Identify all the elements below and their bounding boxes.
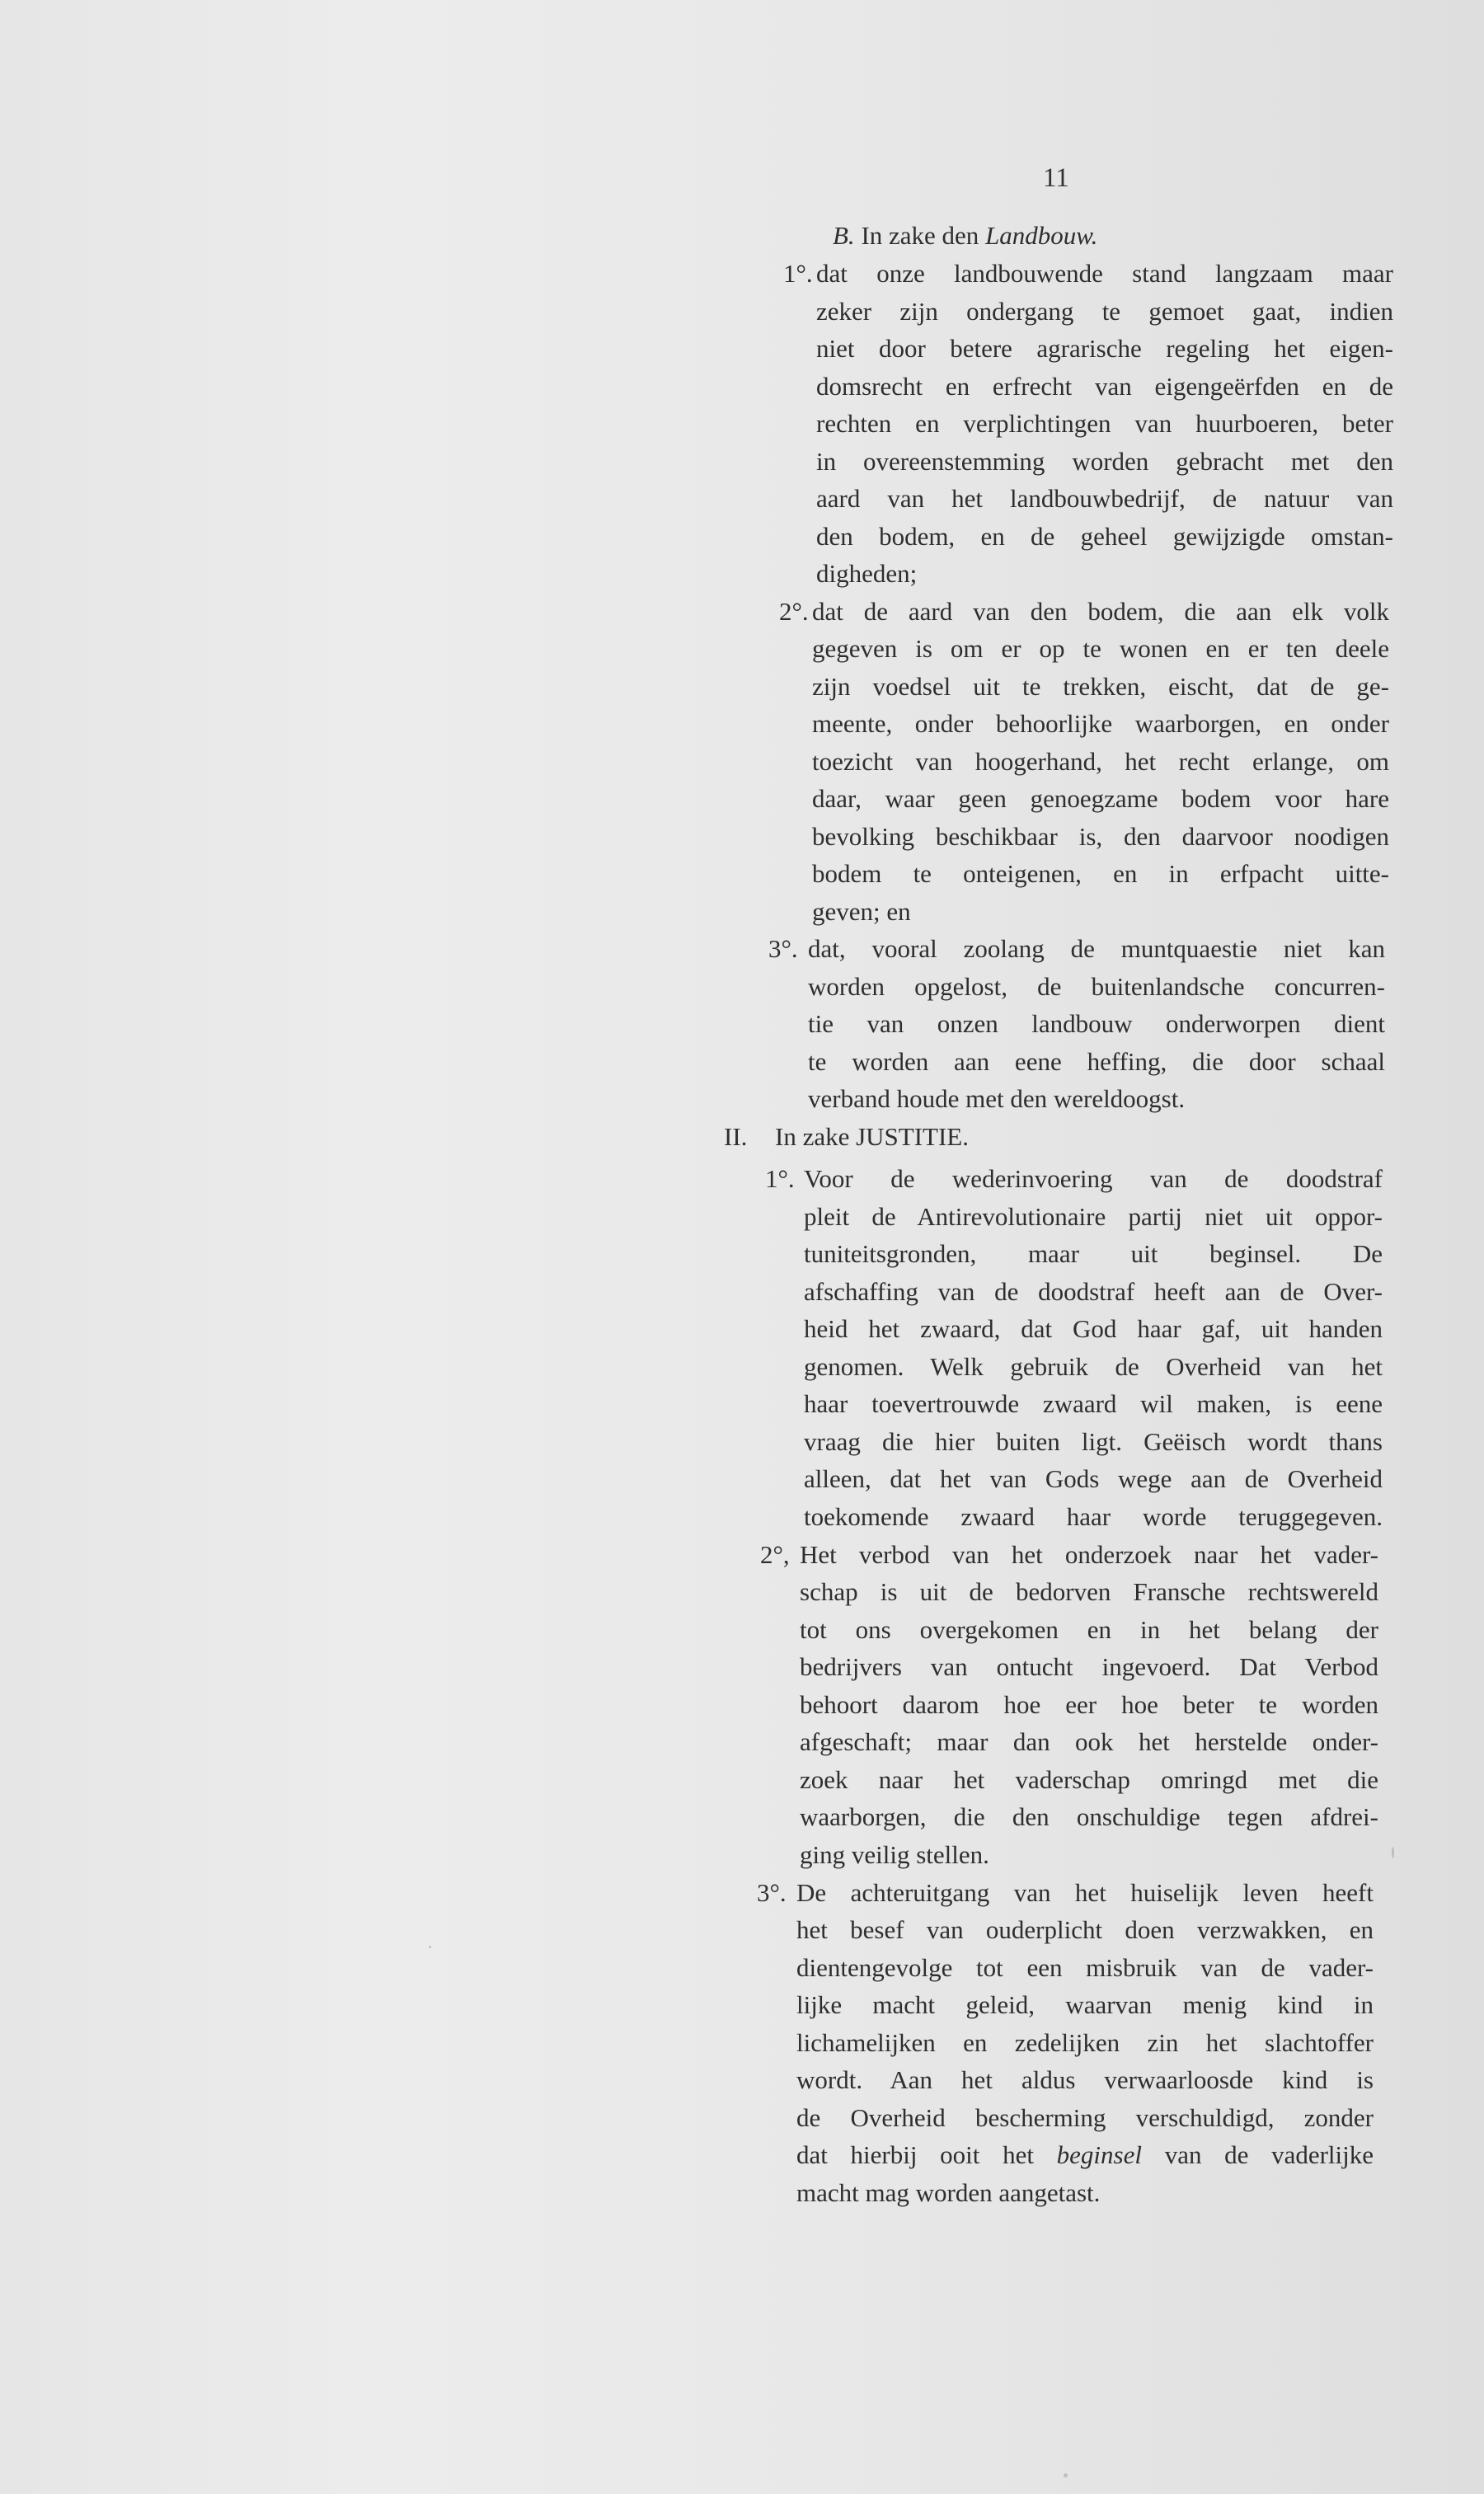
text-line: zeker zijn ondergang te gemoet gaat, indien bbox=[816, 297, 1393, 326]
section-b-heading bbox=[833, 219, 1097, 252]
text-line: ging veilig stellen. bbox=[800, 1840, 989, 1869]
text-line: toezicht van hoogerhand, het recht erlange, om bbox=[812, 747, 1389, 776]
text-line: pleit de Antirevolutionaire partij niet uit oppor- bbox=[804, 1202, 1383, 1231]
text-line: lichamelijken en zedelijken zin het slachtoffer bbox=[796, 2028, 1374, 2057]
text-line: tot ons overgekomen en in het belang der bbox=[800, 1615, 1378, 1644]
text-line: zoek naar het vaderschap omringd met die bbox=[800, 1765, 1378, 1794]
text-line: tie van onzen landbouw onderworpen dient bbox=[808, 1009, 1385, 1038]
page-number: 11 bbox=[1043, 163, 1069, 193]
text-line: dat de aard van den bodem, die aan elk volk bbox=[812, 597, 1389, 626]
text-line: den bodem, en de geheel gewijzigde omstan- bbox=[816, 522, 1393, 551]
text-line: aard van het landbouwbedrijf, de natuur van bbox=[816, 484, 1393, 513]
paper-speck bbox=[429, 1946, 431, 1948]
text-line: geven; en bbox=[812, 897, 911, 926]
text-line: macht mag worden aangetast. bbox=[796, 2178, 1101, 2207]
text-line: schap is uit de bedorven Fransche rechtswereld bbox=[800, 1577, 1378, 1606]
text-line-beginsel bbox=[796, 2139, 1374, 2172]
text-line: dientengevolge tot een misbruik van de vader- bbox=[796, 1953, 1374, 1982]
text-fragment: van de vaderlijke bbox=[1164, 2140, 1374, 2169]
section-b-heading-italic: Landbouw. bbox=[985, 221, 1098, 250]
text-line: bodem te onteigenen, en in erfpacht uitte- bbox=[812, 859, 1389, 888]
text-line: in overeenstemming worden gebracht met den bbox=[816, 447, 1393, 476]
section-b-item-2-marker: 2°. bbox=[779, 597, 809, 626]
text-line: niet door betere agrarische regeling het eigen- bbox=[816, 334, 1393, 363]
text-line: worden opgelost, de buitenlandsche concurren- bbox=[808, 972, 1385, 1001]
text-line: verband houde met den wereldoogst. bbox=[808, 1084, 1186, 1113]
section-b-item-3-marker: 3°. bbox=[768, 934, 798, 963]
text-line: daar, waar geen genoegzame bodem voor hare bbox=[812, 784, 1389, 813]
text-line: zijn voedsel uit te trekken, eischt, dat de ge- bbox=[812, 672, 1389, 701]
text-line: waarborgen, die den onschuldige tegen afdrei- bbox=[800, 1802, 1378, 1831]
text-line: alleen, dat het van Gods wege aan de Overheid bbox=[804, 1464, 1383, 1493]
text-line: de Overheid bescherming verschuldigd, zonder bbox=[796, 2103, 1374, 2132]
text-line: te worden aan eene heffing, die door schaal bbox=[808, 1047, 1385, 1076]
section-ii-item-1-marker: 1°. bbox=[765, 1164, 795, 1193]
text-line: domsrecht en erfrecht van eigengeërfden en de bbox=[816, 372, 1393, 401]
text-line: genomen. Welk gebruik de Overheid van het bbox=[804, 1352, 1383, 1381]
section-b-letter: B. bbox=[833, 221, 855, 250]
emphasis-beginsel: beginsel bbox=[1056, 2140, 1142, 2169]
section-ii-numeral: II. bbox=[724, 1122, 748, 1151]
text-line: De achteruitgang van het huiselijk leven heeft bbox=[796, 1878, 1374, 1907]
text-line: gegeven is om er op te wonen en er ten deele bbox=[812, 634, 1389, 663]
text-line: lijke macht geleid, waarvan menig kind in bbox=[796, 1990, 1374, 2019]
text-line: Het verbod van het onderzoek naar het vader- bbox=[800, 1540, 1378, 1569]
section-ii-item-2-marker: 2°, bbox=[760, 1540, 790, 1569]
section-b-item-1-marker: 1°. bbox=[783, 259, 813, 288]
text-line: rechten en verplichtingen van huurboeren, beter bbox=[816, 409, 1393, 438]
text-fragment: dat hierbij ooit het bbox=[796, 2140, 1034, 2169]
text-line: vraag die hier buiten ligt. Geëisch wordt thans bbox=[804, 1427, 1383, 1456]
text-line: heid het zwaard, dat God haar gaf, uit handen bbox=[804, 1314, 1383, 1343]
text-line: tuniteitsgronden, maar uit beginsel. De bbox=[804, 1239, 1383, 1268]
text-line: dat, vooral zoolang de muntquaestie niet kan bbox=[808, 934, 1385, 963]
text-line: digheden; bbox=[816, 559, 918, 588]
text-line: meente, onder behoorlijke waarborgen, en onder bbox=[812, 709, 1389, 738]
text-line: afgeschaft; maar dan ook het herstelde onder- bbox=[800, 1727, 1378, 1756]
text-line: behoort daarom hoe eer hoe beter te worden bbox=[800, 1690, 1378, 1719]
text-line: Voor de wederinvoering van de doodstraf bbox=[804, 1164, 1383, 1193]
text-line: haar toevertrouwde zwaard wil maken, is eene bbox=[804, 1389, 1383, 1418]
text-line: het besef van ouderplicht doen verzwakken, en bbox=[796, 1915, 1374, 1944]
section-ii-heading: In zake JUSTITIE. bbox=[775, 1122, 969, 1151]
text-line: wordt. Aan het aldus verwaarloosde kind is bbox=[796, 2065, 1374, 2094]
section-ii-item-3-marker: 3°. bbox=[757, 1878, 787, 1907]
text-line: bevolking beschikbaar is, den daarvoor noodigen bbox=[812, 822, 1389, 851]
text-line: bedrijvers van ontucht ingevoerd. Dat Verbod bbox=[800, 1652, 1378, 1681]
paper-speck bbox=[1392, 1847, 1394, 1858]
text-line: afschaffing van de doodstraf heeft aan de Over- bbox=[804, 1277, 1383, 1306]
paper-speck bbox=[1064, 2473, 1068, 2478]
text-line: toekomende zwaard haar worde teruggegeven. bbox=[804, 1502, 1383, 1531]
section-b-heading-text: In zake den bbox=[861, 221, 979, 250]
text-line: dat onze landbouwende stand langzaam maar bbox=[816, 259, 1393, 288]
